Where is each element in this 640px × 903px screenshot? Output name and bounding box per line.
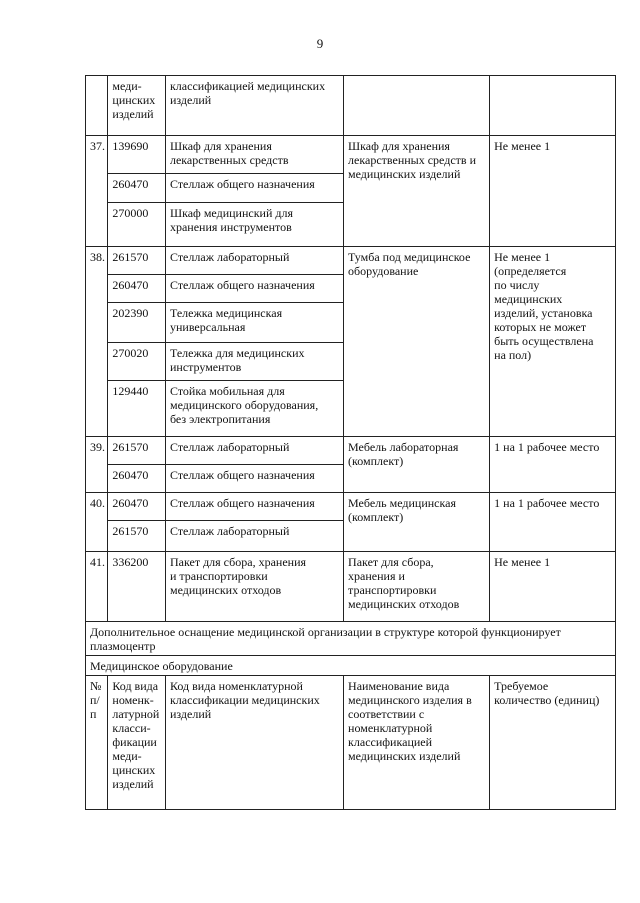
cell-name: Мебель медицинская (комплект) bbox=[344, 493, 490, 552]
cell-code: 261570 bbox=[108, 521, 166, 552]
cell-classification: Тележка медицинская универсальная bbox=[165, 303, 343, 343]
cell-code: 139690 bbox=[108, 136, 166, 174]
cell-classification: классификацией медицинских изделий bbox=[165, 76, 343, 136]
cell-code: 270020 bbox=[108, 343, 166, 381]
cell-classification: Стеллаж общего назначения bbox=[165, 174, 343, 203]
cell-classification: Стеллаж общего назначения bbox=[165, 493, 343, 521]
table-row bbox=[86, 247, 616, 275]
cell-name: Тумба под медицинское оборудование bbox=[344, 247, 490, 437]
table-row bbox=[86, 622, 616, 656]
cell-code: меди- цинских изделий bbox=[108, 76, 166, 136]
cell-classification: Шкаф для хранения лекарственных средств bbox=[165, 136, 343, 174]
cell-num: 40. bbox=[86, 493, 108, 552]
cell-code: 260470 bbox=[108, 465, 166, 493]
cell-classification: Стеллаж лабораторный bbox=[165, 437, 343, 465]
cell-num: 38. bbox=[86, 247, 108, 437]
table-row bbox=[86, 552, 616, 622]
cell-qty bbox=[490, 76, 616, 136]
cell-code: 336200 bbox=[108, 552, 166, 622]
cell-classification: Стеллаж общего назначения bbox=[165, 275, 343, 303]
cell-code: 202390 bbox=[108, 303, 166, 343]
cell-qty: Не менее 1 (определяется по числу медицинских изделий, установка которых не может быть осуществлена на пол) bbox=[490, 247, 616, 437]
cell-code: 261570 bbox=[108, 437, 166, 465]
cell-code: 270000 bbox=[108, 203, 166, 247]
cell-classification: Стеллаж лабораторный bbox=[165, 521, 343, 552]
cell-code: 260470 bbox=[108, 174, 166, 203]
table-row bbox=[86, 76, 616, 136]
cell-qty: 1 на 1 рабочее место bbox=[490, 437, 616, 493]
cell-classification: Стойка мобильная для медицинского оборудования, без электропитания bbox=[165, 381, 343, 437]
table-row bbox=[86, 136, 616, 174]
cell-code: 260470 bbox=[108, 493, 166, 521]
cell-code: 129440 bbox=[108, 381, 166, 437]
table-row bbox=[86, 656, 616, 676]
header-cell-code: Код вида номенк- латурной класси- фикации меди- цинских изделий bbox=[108, 676, 166, 810]
cell-num: 37. bbox=[86, 136, 108, 247]
cell-num: 39. bbox=[86, 437, 108, 493]
cell-qty: Не менее 1 bbox=[490, 136, 616, 247]
table-row bbox=[86, 437, 616, 465]
cell-name: Пакет для сбора, хранения и транспортировки медицинских отходов bbox=[344, 552, 490, 622]
cell-num: 41. bbox=[86, 552, 108, 622]
cell-num bbox=[86, 76, 108, 136]
header-cell-num: № п/п bbox=[86, 676, 108, 810]
cell-classification: Пакет для сбора, хранения и транспортировки медицинских отходов bbox=[165, 552, 343, 622]
cell-name bbox=[344, 76, 490, 136]
cell-name: Мебель лабораторная (комплект) bbox=[344, 437, 490, 493]
subsection-heading: Медицинское оборудование bbox=[86, 656, 616, 676]
cell-qty: 1 на 1 рабочее место bbox=[490, 493, 616, 552]
cell-classification: Стеллаж общего назначения bbox=[165, 465, 343, 493]
cell-name: Шкаф для хранения лекарственных средств и медицинских изделий bbox=[344, 136, 490, 247]
header-cell-classification: Код вида номенклатурной классификации медицинских изделий bbox=[165, 676, 343, 810]
header-cell-name: Наименование вида медицинского изделия в соответствии с номенклатурной классификацией медицинских изделий bbox=[344, 676, 490, 810]
cell-classification: Шкаф медицинский для хранения инструментов bbox=[165, 203, 343, 247]
page-number: 9 bbox=[316, 36, 324, 51]
section-heading: Дополнительное оснащение медицинской организации в структуре которой функционирует плазмоцентр bbox=[86, 622, 616, 656]
table-header-row bbox=[86, 676, 616, 810]
cell-code: 260470 bbox=[108, 275, 166, 303]
cell-classification: Стеллаж лабораторный bbox=[165, 247, 343, 275]
cell-qty: Не менее 1 bbox=[490, 552, 616, 622]
cell-classification: Тележка для медицинских инструментов bbox=[165, 343, 343, 381]
equipment-table bbox=[85, 75, 616, 810]
cell-code: 261570 bbox=[108, 247, 166, 275]
table-row bbox=[86, 493, 616, 521]
header-cell-qty: Требуемое количество (единиц) bbox=[490, 676, 616, 810]
